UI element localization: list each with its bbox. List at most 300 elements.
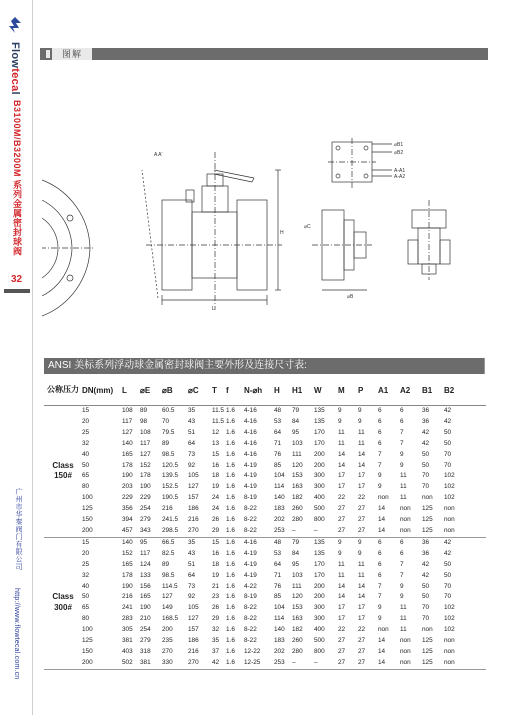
- table-cell: –: [314, 526, 338, 537]
- table-cell: 15: [212, 450, 220, 458]
- table-row: [44, 526, 486, 537]
- table-cell: 102: [444, 615, 455, 623]
- table-cell: 42: [422, 571, 430, 579]
- table-cell: 102: [444, 626, 455, 634]
- table-cell: 111: [292, 450, 302, 458]
- table-cell: 4-16: [244, 407, 257, 414]
- table-cell: 70: [444, 461, 452, 469]
- table-cell: 216: [188, 647, 199, 655]
- table-cell: 104: [274, 472, 285, 480]
- table-cell: 1.6: [226, 494, 235, 502]
- table-cell: 9: [378, 472, 382, 480]
- table-cell: 1.6: [226, 505, 235, 513]
- table-cell: 65: [82, 604, 90, 612]
- table-cell: 1.6: [226, 461, 235, 469]
- table-cell: 127: [140, 450, 151, 458]
- table-cell: 7: [378, 593, 382, 601]
- table-cell: 43: [188, 549, 196, 557]
- col-class: 公称压力: [44, 375, 82, 406]
- table-cell: 24: [212, 505, 220, 513]
- table-cell: 37: [212, 647, 220, 655]
- table-cell: 27: [338, 505, 346, 513]
- table-cell: 8-22: [244, 637, 257, 645]
- table-body: [44, 406, 486, 670]
- table-cell: 6: [378, 407, 382, 414]
- table-cell: 800: [314, 647, 325, 655]
- table-cell: 6: [378, 538, 382, 546]
- table-row: [44, 461, 486, 472]
- table-cell: 4-22: [244, 582, 257, 590]
- table-cell: 36: [422, 407, 430, 414]
- table-cell: 298.5: [162, 526, 188, 537]
- table-cell: 9: [378, 483, 382, 491]
- stem-detail-view: [408, 200, 450, 280]
- table-cell: 4-19: [244, 549, 257, 557]
- table-cell: 235: [162, 637, 173, 645]
- table-cell: 26: [212, 516, 220, 524]
- table-cell: 50: [82, 593, 90, 601]
- series-title: B3100M/B3200M 系列金属密封球阀: [12, 100, 22, 257]
- table-cell: 6: [378, 428, 382, 436]
- table-cell: non: [444, 658, 486, 669]
- table-cell: 190: [122, 582, 133, 590]
- table-cell: 1.6: [226, 658, 244, 669]
- col-b2: B2: [444, 375, 486, 406]
- table-cell: 22: [358, 494, 366, 502]
- table-cell: 183: [274, 637, 285, 645]
- table-cell: 6: [378, 560, 382, 568]
- table-cell: 1.6: [226, 626, 235, 634]
- dim-b2-label: ⌀B2: [394, 150, 404, 156]
- table-cell: 260: [292, 505, 303, 513]
- table-cell: 80: [82, 615, 90, 623]
- table-cell: 125: [422, 658, 444, 669]
- table-cell: 8-22: [244, 505, 257, 513]
- table-cell: non: [400, 516, 411, 524]
- table-cell: 200: [314, 582, 325, 590]
- table-cell: 29: [212, 526, 226, 537]
- table-cell: 165: [122, 450, 133, 458]
- table-cell: 51: [188, 560, 196, 568]
- table-cell: non: [400, 647, 411, 655]
- table-cell: 1.6: [226, 647, 235, 655]
- table-cell: 200: [162, 626, 173, 634]
- table-cell: 254: [140, 626, 151, 634]
- table-cell: 6: [378, 439, 382, 447]
- table-cell: 502: [122, 658, 140, 669]
- table-cell: 70: [444, 582, 452, 590]
- table-cell: 19: [212, 483, 220, 491]
- table-cell: 270: [162, 647, 173, 655]
- table-cell: 305: [122, 626, 133, 634]
- table-cell: 102: [444, 483, 455, 491]
- table-cell: 403: [122, 647, 133, 655]
- table-cell: 11: [400, 615, 407, 623]
- table-cell: 6: [378, 571, 382, 579]
- table-cell: 29: [212, 615, 220, 623]
- table-cell: 50: [422, 450, 430, 458]
- table-cell: 229: [122, 494, 133, 502]
- table-cell: 70: [422, 483, 430, 491]
- table-cell: 17: [338, 615, 346, 623]
- table-cell: 89: [162, 439, 170, 447]
- table-cell: 104: [274, 604, 285, 612]
- table-cell: 1.6: [226, 593, 235, 601]
- table-cell: 103: [292, 571, 303, 579]
- table-cell: 71: [274, 439, 282, 447]
- table-row: [44, 603, 486, 614]
- table-cell: non: [400, 505, 411, 513]
- table-cell: 117: [122, 417, 133, 425]
- table-cell: 27: [338, 658, 358, 669]
- col-l: L: [122, 375, 140, 406]
- table-cell: 190: [140, 604, 151, 612]
- table-cell: 50: [444, 560, 452, 568]
- table-cell: 8-22: [244, 615, 257, 623]
- table-cell: 82.5: [162, 549, 175, 557]
- valve-drawing: [42, 130, 492, 320]
- table-cell: 14: [358, 593, 366, 601]
- table-cell: 22: [358, 626, 366, 634]
- table-cell: 11: [358, 571, 365, 579]
- table-cell: 42: [444, 407, 452, 414]
- table-cell: 182: [292, 494, 303, 502]
- table-cell: 20: [82, 549, 90, 557]
- flange-front-view: [42, 180, 94, 316]
- table-cell: 95: [292, 560, 300, 568]
- table-cell: 253: [274, 658, 292, 669]
- table-cell: 25: [82, 560, 90, 568]
- class-label: [44, 537, 82, 669]
- section-label: 图解: [52, 48, 92, 60]
- table-cell: 400: [314, 494, 325, 502]
- table-cell: 6: [400, 407, 404, 414]
- table-cell: 98: [140, 417, 148, 425]
- table-cell: 70: [422, 615, 430, 623]
- table-cell: 4-16: [244, 450, 257, 458]
- table-cell: 125: [422, 647, 433, 655]
- table-cell: 11: [358, 439, 365, 447]
- table-cell: 1.6: [226, 538, 235, 546]
- table-cell: 14: [378, 516, 386, 524]
- table-title: [44, 358, 486, 374]
- table-cell: 42: [444, 549, 452, 557]
- table-cell: 9: [358, 417, 362, 425]
- table-cell: 40: [82, 582, 90, 590]
- table-cell: 17: [358, 604, 366, 612]
- table-cell: 120.5: [162, 461, 178, 469]
- table-cell: 70: [422, 604, 430, 612]
- table-cell: 27: [358, 658, 378, 669]
- table-cell: 14: [358, 450, 366, 458]
- table-cell: 152.5: [162, 483, 178, 491]
- table-cell: 14: [378, 526, 400, 537]
- class-label-line1: Class: [52, 460, 74, 470]
- table-row: [44, 504, 486, 515]
- table-cell: 32: [82, 571, 90, 579]
- table-cell: 9: [338, 549, 342, 557]
- table-cell: 300: [314, 472, 325, 480]
- table-cell: 114: [274, 615, 285, 623]
- table-cell: 6: [400, 549, 404, 557]
- table-cell: 27: [358, 647, 366, 655]
- table-cell: 178: [140, 472, 151, 480]
- table-cell: 105: [188, 604, 199, 612]
- table-cell: 190.5: [162, 494, 178, 502]
- dim-phi-b-label: ⌀B: [347, 294, 354, 300]
- table-cell: 42: [422, 560, 430, 568]
- table-cell: 140: [274, 626, 285, 634]
- company-name: 广州市华秦阀门有限公司: [15, 488, 22, 571]
- table-cell: 8-19: [244, 593, 257, 601]
- table-cell: 4-16: [244, 428, 257, 436]
- table-cell: 135: [314, 417, 325, 425]
- table-cell: 14: [378, 647, 386, 655]
- table-cell: 27: [338, 526, 358, 537]
- table-cell: 6: [400, 417, 404, 425]
- table-cell: 14: [378, 637, 386, 645]
- table-cell: 260: [292, 637, 303, 645]
- table-cell: 48: [274, 407, 282, 414]
- table-cell: 300: [314, 483, 325, 491]
- table-cell: 279: [140, 516, 151, 524]
- table-cell: non: [400, 526, 422, 537]
- table-cell: 11: [338, 439, 345, 447]
- table-cell: 200: [314, 450, 325, 458]
- table-cell: 150: [82, 516, 93, 524]
- table-cell: 300: [314, 604, 325, 612]
- table-cell: 117: [140, 439, 151, 447]
- table-cell: 394: [122, 516, 133, 524]
- table-cell: 183: [274, 505, 285, 513]
- table-cell: 1.6: [226, 407, 235, 414]
- table-cell: 14: [378, 658, 400, 669]
- table-cell: 117: [140, 549, 151, 557]
- table-cell: 53: [274, 549, 282, 557]
- dim-a2-label: A-A2: [394, 174, 406, 180]
- table-cell: 165: [122, 560, 133, 568]
- table-cell: 114.5: [162, 582, 178, 590]
- section-header-cap: [46, 50, 50, 58]
- table-cell: 4-19: [244, 483, 257, 491]
- table-cell: 178: [122, 461, 133, 469]
- table-cell: 229: [140, 494, 151, 502]
- section-a-label: A A': [154, 152, 163, 158]
- table-cell: 111: [292, 582, 302, 590]
- table-row: [44, 471, 486, 482]
- table-cell: non: [378, 494, 389, 502]
- table-cell: 170: [314, 571, 325, 579]
- col-dn: DN(mm): [82, 375, 122, 406]
- col-e: ⌀E: [140, 375, 162, 406]
- table-cell: 35: [188, 538, 196, 546]
- table-cell: 457: [122, 526, 140, 537]
- table-cell: 80: [82, 483, 90, 491]
- table-cell: 8-19: [244, 494, 257, 502]
- table-cell: 50: [82, 461, 90, 469]
- table-cell: 9: [378, 615, 382, 623]
- table-cell: 4-19: [244, 571, 257, 579]
- table-row: [44, 582, 486, 593]
- page-number-bar: [4, 289, 30, 293]
- table-cell: 149: [162, 604, 173, 612]
- table-cell: 15: [82, 538, 90, 546]
- side-divider: [32, 0, 33, 715]
- table-cell: 9: [378, 604, 382, 612]
- table-cell: 85: [274, 461, 282, 469]
- table-cell: 64: [274, 428, 282, 436]
- table-cell: 13: [212, 439, 220, 447]
- table-cell: 84: [292, 417, 300, 425]
- table-cell: 279: [140, 637, 151, 645]
- table-cell: 125: [422, 505, 433, 513]
- table-cell: 73: [188, 450, 196, 458]
- flange-side-view: [312, 210, 372, 290]
- table-cell: 1.6: [226, 604, 235, 612]
- table-cell: 27: [338, 647, 346, 655]
- table-cell: 125: [422, 526, 444, 537]
- table-cell: 170: [314, 560, 325, 568]
- table-cell: 186: [188, 505, 199, 513]
- company-url: http://www.flowtecal.com.cn: [13, 588, 20, 680]
- table-cell: 381: [122, 637, 133, 645]
- table-cell: 102: [444, 494, 455, 502]
- table-cell: 108: [122, 407, 133, 414]
- table-cell: 153: [292, 604, 303, 612]
- table-cell: 300: [314, 615, 325, 623]
- table-row: [44, 636, 486, 647]
- table-cell: –: [314, 658, 338, 669]
- table-cell: 50: [444, 571, 452, 579]
- table-cell: 1.6: [226, 571, 235, 579]
- table-cell: 11.5: [212, 417, 224, 425]
- table-cell: 190: [122, 472, 133, 480]
- table-cell: 9: [338, 538, 342, 546]
- table-cell: 92: [188, 593, 196, 601]
- table-cell: 9: [400, 450, 404, 458]
- table-cell: non: [422, 626, 433, 634]
- flowtecal-logo-icon: [6, 16, 24, 34]
- table-cell: 50: [444, 428, 452, 436]
- table-cell: 1.6: [226, 483, 235, 491]
- table-cell: non: [422, 494, 433, 502]
- table-cell: 140: [122, 538, 133, 546]
- table-cell: 127: [122, 428, 133, 436]
- dim-phi-c-label: ⌀C: [304, 224, 311, 230]
- table-row: [44, 625, 486, 636]
- table-row: [44, 406, 486, 417]
- table-row: [44, 560, 486, 571]
- table-cell: –: [292, 658, 314, 669]
- table-cell: 36: [422, 549, 430, 557]
- table-cell: 135: [314, 407, 325, 414]
- table-cell: 22: [338, 494, 346, 502]
- table-cell: 42: [444, 417, 452, 425]
- table-cell: 70: [162, 417, 170, 425]
- table-row: [44, 450, 486, 461]
- table-row: [44, 537, 486, 548]
- table-row: [44, 658, 486, 669]
- table-cell: 200: [314, 593, 325, 601]
- col-h: H: [274, 375, 292, 406]
- section-header: [40, 48, 488, 60]
- table-cell: 1.6: [226, 516, 235, 524]
- table-header-row: [44, 375, 486, 406]
- col-f: f: [226, 375, 244, 406]
- table-cell: 165: [140, 593, 151, 601]
- table-cell: 15: [82, 407, 90, 414]
- table-cell: 64: [188, 571, 196, 579]
- table-cell: 100: [82, 494, 93, 502]
- table-cell: 120: [292, 593, 303, 601]
- table-cell: 15: [212, 538, 220, 546]
- table-cell: 70: [444, 450, 452, 458]
- table-cell: 18: [212, 560, 220, 568]
- table-cell: 11: [358, 428, 365, 436]
- table-cell: 24: [212, 494, 220, 502]
- table-cell: 133: [140, 571, 151, 579]
- table-cell: 241: [122, 604, 133, 612]
- table-cell: 1.6: [226, 560, 235, 568]
- table-cell: 14: [338, 593, 346, 601]
- table-cell: 1.6: [226, 417, 235, 425]
- table-cell: 17: [338, 604, 346, 612]
- table-cell: 11.5: [212, 407, 224, 414]
- table-cell: 168.5: [162, 615, 178, 623]
- table-cell: 190: [140, 483, 151, 491]
- table-cell: 1.6: [226, 472, 235, 480]
- table-cell: 35: [212, 637, 220, 645]
- table-cell: 27: [338, 516, 346, 524]
- table-cell: 11: [400, 483, 407, 491]
- table-cell: 12-22: [244, 647, 261, 655]
- table-cell: non: [444, 637, 455, 645]
- table-cell: 182: [292, 626, 303, 634]
- table-cell: 216: [122, 593, 133, 601]
- table-cell: 32: [82, 439, 90, 447]
- col-c: ⌀C: [188, 375, 212, 406]
- table-cell: 7: [400, 428, 404, 436]
- table-cell: 25: [82, 428, 90, 436]
- table-cell: 330: [162, 658, 188, 669]
- table-cell: 102: [444, 604, 455, 612]
- table-cell: 254: [140, 505, 151, 513]
- table-cell: 8-22: [244, 604, 257, 612]
- table-cell: 50: [422, 593, 430, 601]
- table-cell: 27: [358, 637, 366, 645]
- table-cell: 89: [140, 407, 148, 414]
- col-h1: H1: [292, 375, 314, 406]
- table-cell: 270: [188, 658, 212, 669]
- table-cell: 85: [274, 593, 282, 601]
- col-b1: B1: [422, 375, 444, 406]
- table-cell: 318: [140, 647, 151, 655]
- class-label: [44, 406, 82, 538]
- col-n: N-⌀h: [244, 375, 274, 406]
- table-cell: 500: [314, 637, 325, 645]
- table-cell: 11: [400, 604, 407, 612]
- table-cell: 200: [314, 461, 325, 469]
- table-cell: 42: [422, 428, 430, 436]
- table-cell: 7: [400, 560, 404, 568]
- table-cell: 11: [358, 560, 365, 568]
- table-cell: 203: [122, 483, 133, 491]
- table-cell: 92: [188, 461, 196, 469]
- table-cell: 70: [422, 472, 430, 480]
- table-title-cap: [484, 358, 489, 374]
- table-cell: 19: [212, 571, 220, 579]
- table-cell: 200: [82, 526, 122, 537]
